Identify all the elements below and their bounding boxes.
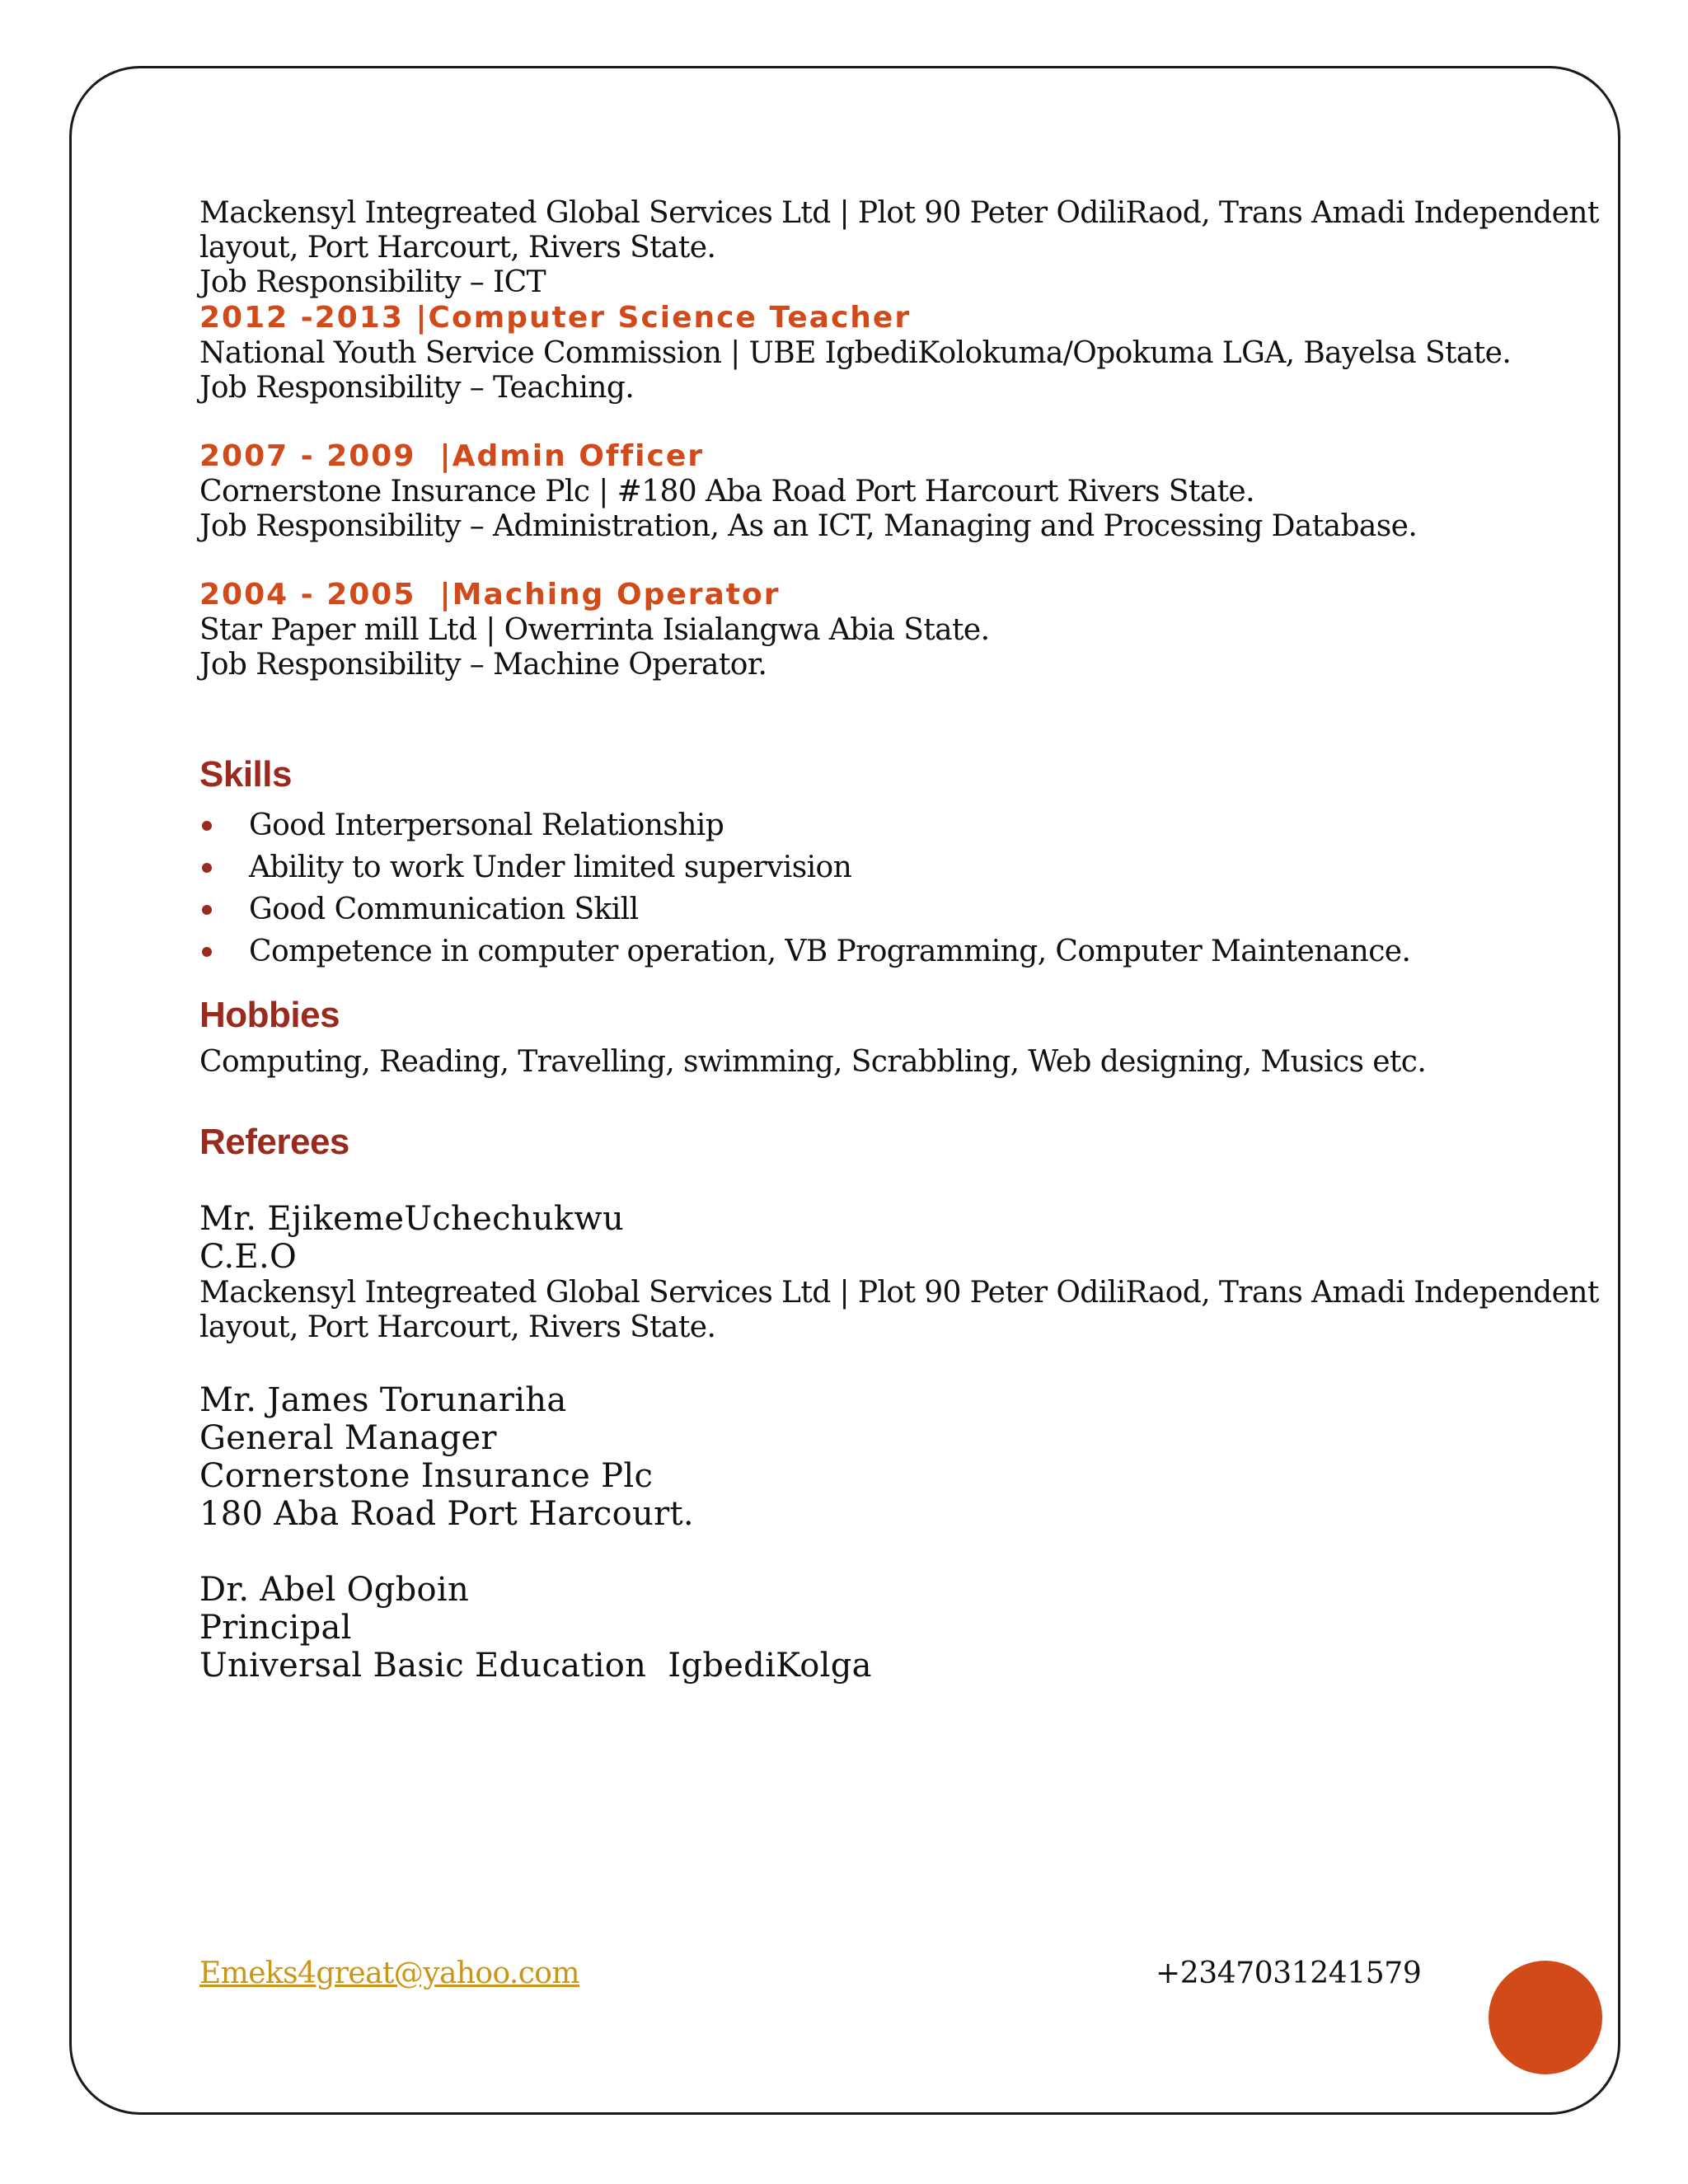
experience-entry-teacher xyxy=(199,300,1535,405)
hobbies-text: Computing, Reading, Travelling, swimming, Scrabbling, Web designing, Musics etc. xyxy=(199,1045,1427,1079)
experience-entry-admin xyxy=(199,438,1535,544)
experience-entry-ict xyxy=(199,196,1599,300)
referee-organization: Universal Basic Education IgbediKolga xyxy=(199,1647,872,1685)
list-item xyxy=(199,846,1535,888)
referee-name: Mr. James Torunariha xyxy=(199,1381,567,1419)
list-item xyxy=(199,930,1535,972)
referee-address-line-1: Mackensyl Integreated Global Services Ltd | Plot 90 Peter OdiliRaod, Trans Amadi Independent xyxy=(199,1276,1599,1310)
list-item xyxy=(199,804,1535,846)
referees-heading: Referees xyxy=(199,1122,349,1162)
referee-organization: Cornerstone Insurance Plc xyxy=(199,1457,654,1495)
referee-role: General Manager xyxy=(199,1419,497,1457)
referee-role: C.E.O xyxy=(199,1238,298,1276)
hobbies-heading: Hobbies xyxy=(199,995,340,1035)
skill-text: Competence in computer operation, VB Programming, Computer Maintenance. xyxy=(249,935,1411,968)
bullet-icon xyxy=(202,863,212,873)
employer-line: Star Paper mill Ltd | Owerrinta Isialangwa Abia State. xyxy=(199,613,990,647)
bullet-icon xyxy=(202,905,212,915)
bullet-icon xyxy=(202,947,212,957)
list-item xyxy=(199,888,1535,930)
employer-line: Cornerstone Insurance Plc | #180 Aba Road Port Harcourt Rivers State. xyxy=(199,475,1254,509)
job-heading: 2012 -2013 |Computer Science Teacher xyxy=(199,301,912,335)
job-responsibility: Job Responsibility – Machine Operator. xyxy=(199,648,767,682)
job-heading: 2004 - 2005 |Maching Operator xyxy=(199,578,781,612)
job-responsibility: Job Responsibility – Administration, As an ICT, Managing and Processing Database. xyxy=(199,509,1418,543)
referee-address-line-2: layout, Port Harcourt, Rivers State. xyxy=(199,1310,716,1344)
skills-heading: Skills xyxy=(199,754,292,794)
job-heading: 2007 - 2009 |Admin Officer xyxy=(199,439,705,473)
skill-text: Ability to work Under limited supervision xyxy=(249,851,852,884)
referee-role: Principal xyxy=(199,1609,352,1647)
bullet-icon xyxy=(202,821,212,831)
skill-text: Good Interpersonal Relationship xyxy=(249,808,724,842)
job-responsibility: Job Responsibility – ICT xyxy=(199,265,546,299)
decorative-circle xyxy=(1489,1961,1602,2074)
employer-address-line-1: Mackensyl Integreated Global Services Ltd | Plot 90 Peter OdiliRaod, Trans Amadi Independent xyxy=(199,196,1599,230)
referee-2 xyxy=(199,1381,1535,1533)
employer-line: National Youth Service Commission | UBE IgbediKolokuma/Opokuma LGA, Bayelsa State. xyxy=(199,336,1512,370)
page-footer xyxy=(199,1957,1422,1998)
skills-list xyxy=(199,804,1535,972)
job-responsibility: Job Responsibility – Teaching. xyxy=(199,371,635,405)
resume-content xyxy=(199,196,1599,1685)
employer-address-line-2: layout, Port Harcourt, Rivers State. xyxy=(199,231,716,265)
referee-1 xyxy=(199,1200,1599,1345)
referee-3 xyxy=(199,1571,1535,1685)
referee-name: Mr. EjikemeUchechukwu xyxy=(199,1200,625,1238)
skill-text: Good Communication Skill xyxy=(249,893,639,926)
referee-name: Dr. Abel Ogboin xyxy=(199,1571,470,1609)
experience-entry-machine xyxy=(199,577,1535,682)
referee-address: 180 Aba Road Port Harcourt. xyxy=(199,1495,694,1533)
phone-number: +2347031241579 xyxy=(1156,1957,1422,1990)
email-link[interactable]: Emeks4great@yahoo.com xyxy=(199,1957,579,1990)
